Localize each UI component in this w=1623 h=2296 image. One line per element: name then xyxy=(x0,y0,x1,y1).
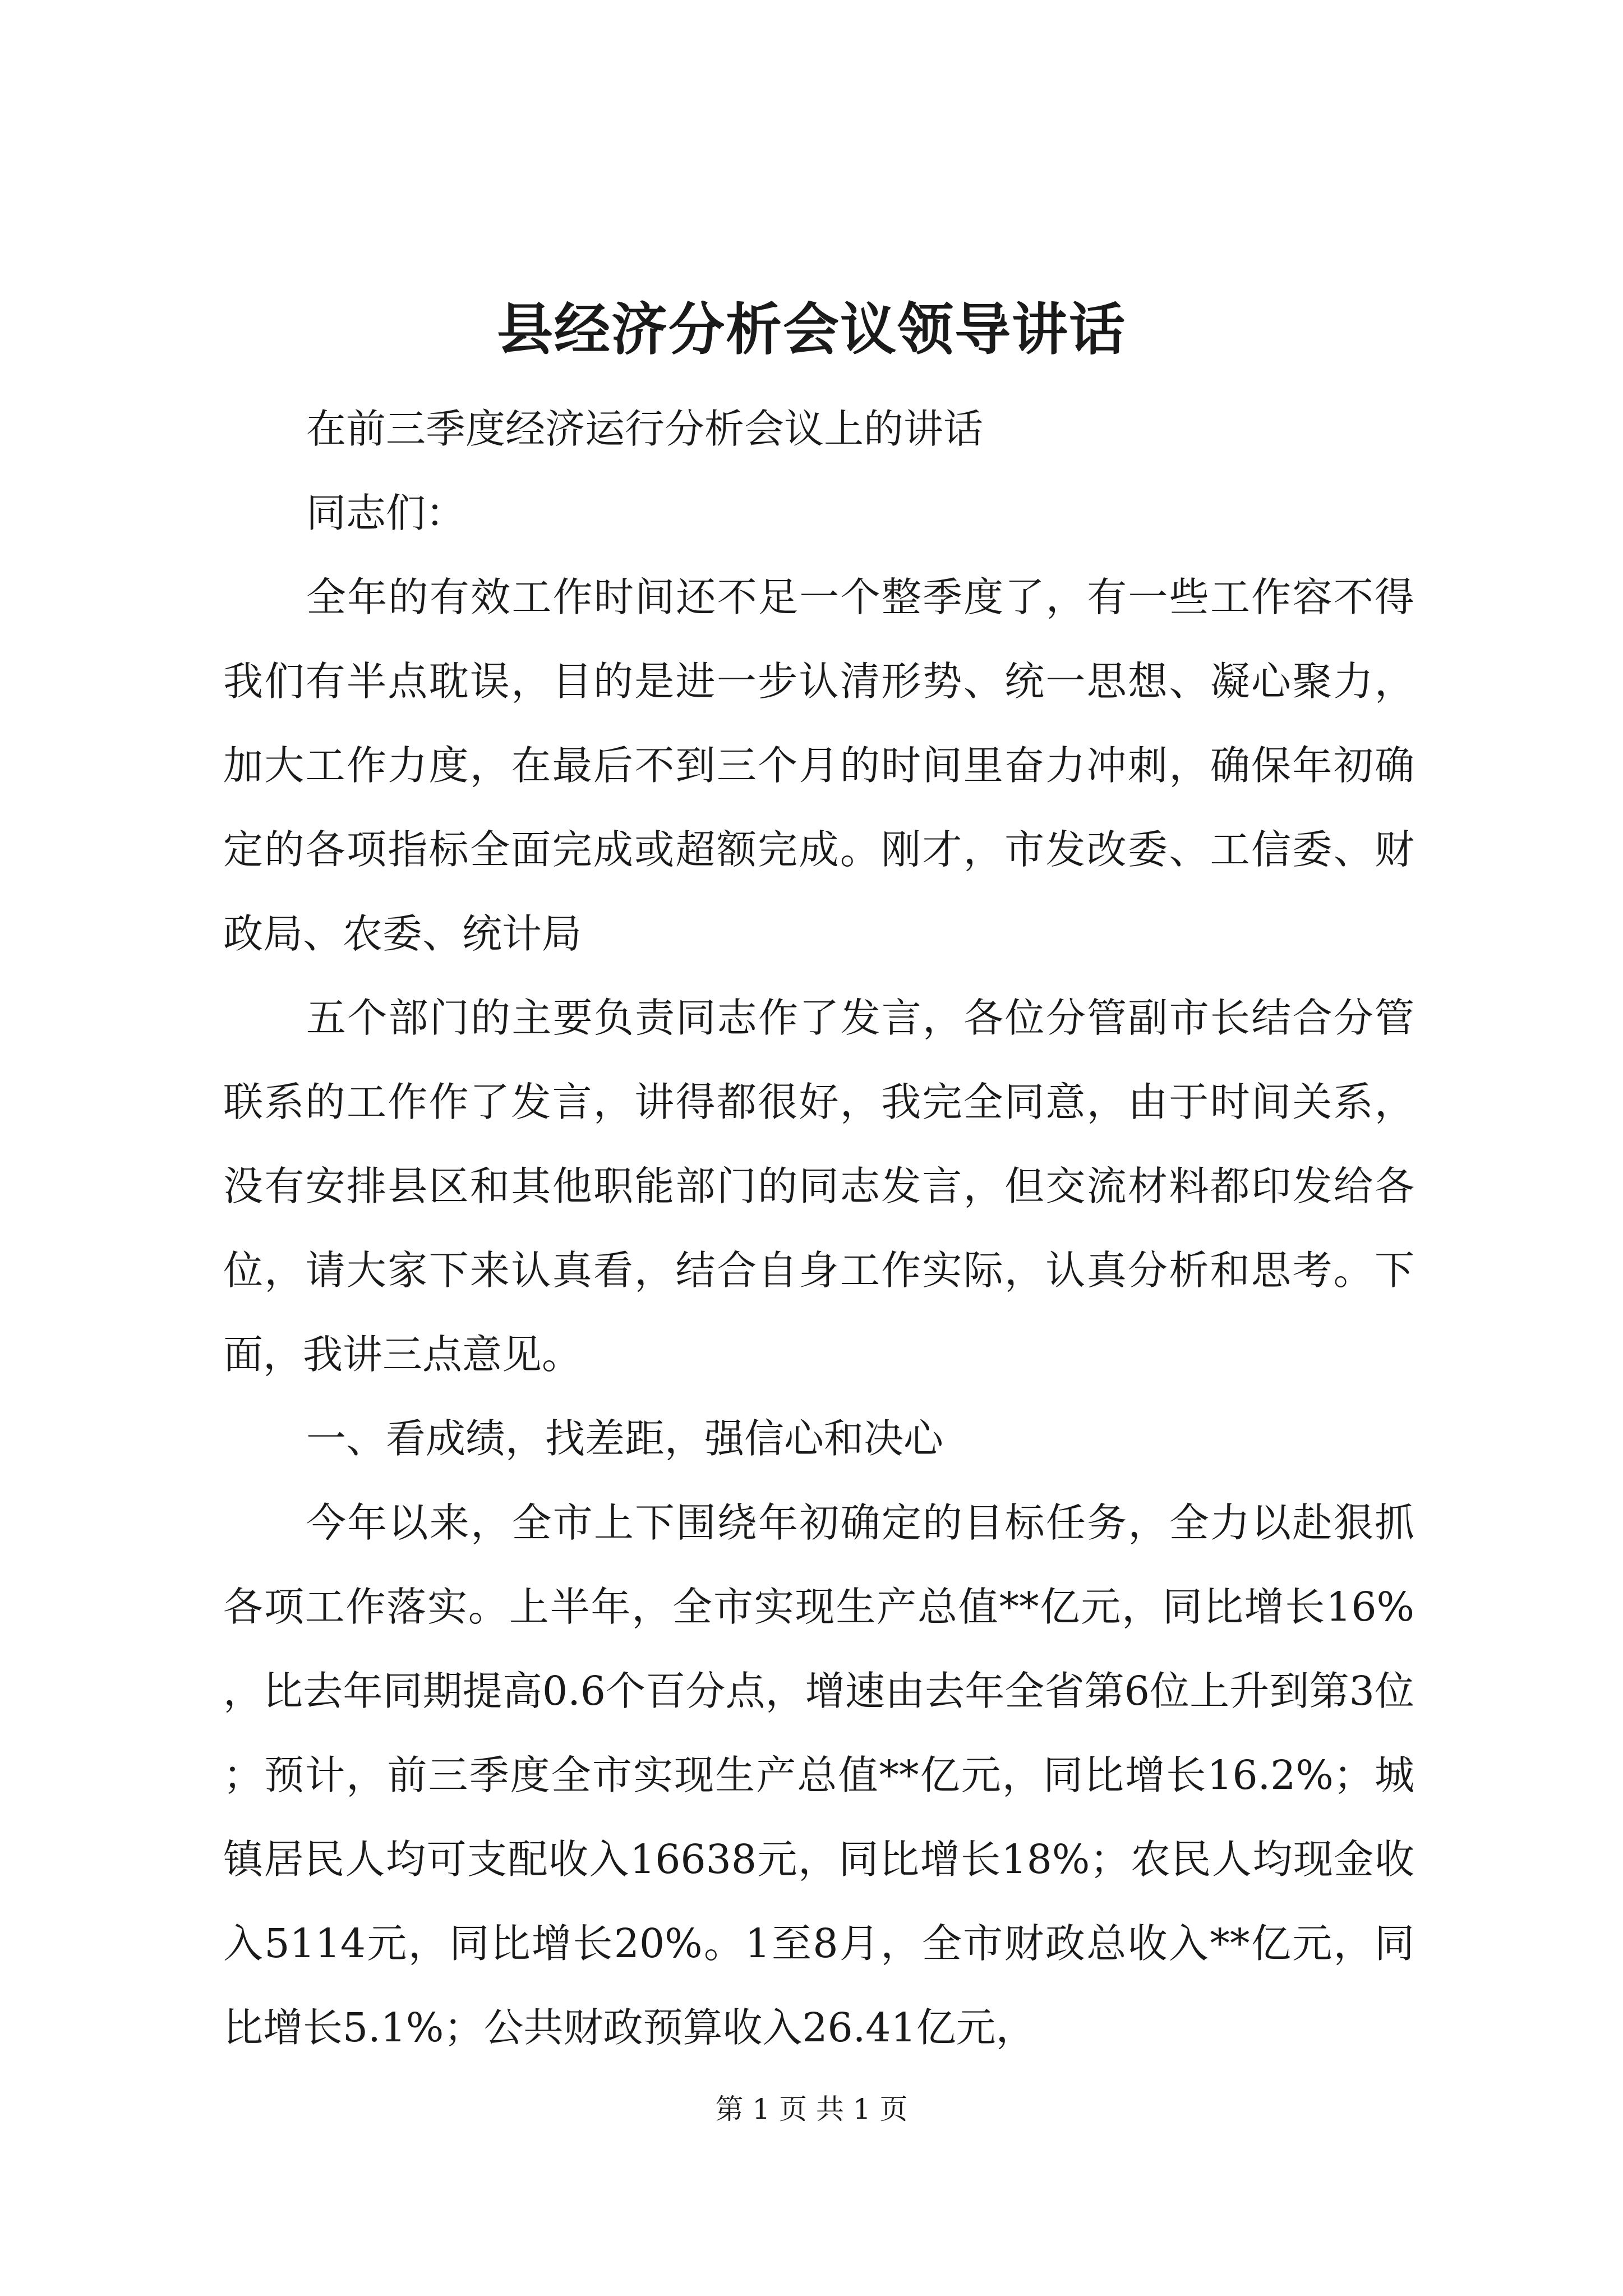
page-footer: 第 1 页 共 1 页 xyxy=(715,2093,908,2125)
body-paragraph: 五个部门的主要负责同志作了发言，各位分管副市长结合分管联系的工作作了发言，讲得都很好，我完全同意，由于时间关系，没有安排县区和其他职能部门的同志发言，但交流材料都印发给各位，请大家下来认真看，结合自身工作实际，认真分析和思考。下面，我讲三点意见。 xyxy=(223,995,1414,1378)
subtitle-paragraph: 在前三季度经济运行分析会议上的讲话 xyxy=(306,406,984,452)
section-heading: 一、看成绩，找差距，强信心和决心 xyxy=(306,1415,944,1462)
salutation-paragraph: 同志们： xyxy=(306,490,466,536)
document-body xyxy=(223,387,1414,2070)
document-title: 县经济分析会议领导讲话 xyxy=(497,296,1126,362)
body-paragraph: 全年的有效工作时间还不足一个整季度了，有一些工作容不得我们有半点耽误，目的是进一步认清形势、统一思想、凝心聚力，加大工作力度，在最后不到三个月的时间里奋力冲刺，确保年初确定的各项指标全面完成或超额完成。刚才，市发改委、工信委、财政局、农委、统计局 xyxy=(223,574,1414,957)
body-paragraph: 今年以来，全市上下围绕年初确定的目标任务，全力以赴狠抓各项工作落实。上半年，全市实现生产总值**亿元，同比增长16%，比去年同期提高0.6个百分点，增速由去年全省第6位上升到第3位；预计，前三季度全市实现生产总值**亿元，同比增长16.2%；城镇居民人均可支配收入16638元，同比增长18%；农民人均现金收入5114元，同比增长20%。1至8月，全市财政总收入**亿元，同比增长5.1%；公共财政预算收入26.41亿元， xyxy=(223,1499,1414,2051)
